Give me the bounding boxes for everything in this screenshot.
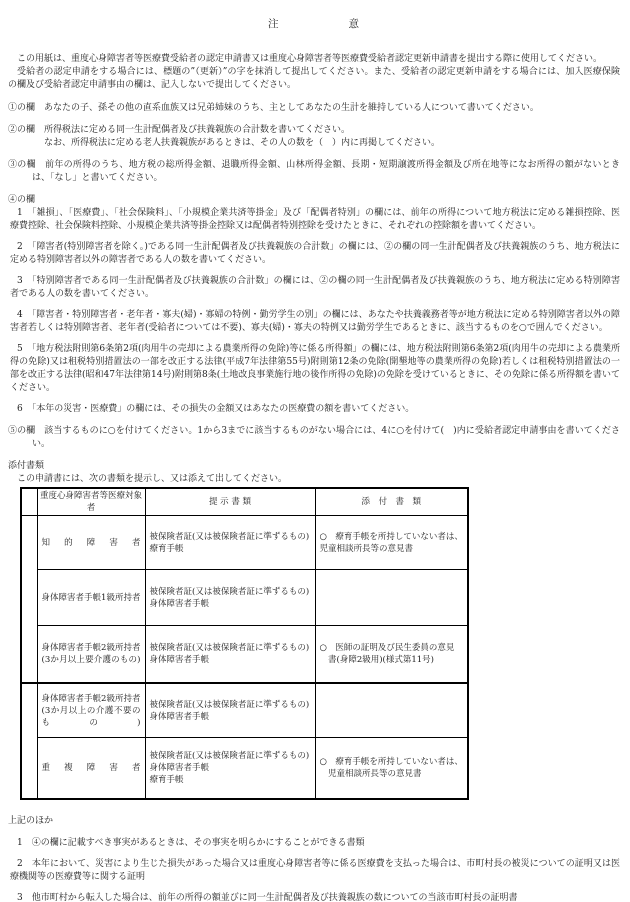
cell-attached-documents: ○ 療育手帳を所持していない者は、 児童相談所長等の意見書: [315, 738, 468, 800]
note-3: ③の欄 前年の所得のうち、地方税の総所得金額、退職所得金額、山林所得金額、長期・短期譲渡所得金額及び所在地等になお所得の額がないときは、「なし」と書いてください。: [8, 160, 620, 183]
intro-paragraph-1: この用紙は、重度心身障害者等医療費受給者の認定申請書又は重度心身障害者等医療費受給者認定更新申請書を提出する際に使用してください。: [17, 54, 603, 64]
note-4-item-3: 3 「特別障害者である同一生計配偶者及び扶養親族の合計数」の欄には、②の欄の同一生計配偶者及び扶養親族のうち、地方税法に定める特別障害者である人の数を書いてください。: [10, 276, 620, 299]
note-4-item-4: 4 「障害者・特別障害者・老年者・寡夫(婦)・寡婦の特例・勤労学生の別」の欄には、あなたや扶養義務者等が地方税法に定める特別障害者以外の障害者若しくは特別障害者、老年者(受給者については不要)、寡夫(婦)・寡夫の特例又は勤労学生であるときに、該当するものを○で囲んでください。: [10, 310, 620, 333]
cell-target: 重 複 障 害 者: [37, 738, 145, 800]
cell-target: 知 的 障 害 者: [37, 516, 145, 570]
additional-item-1: 1 ④の欄に記載すべき事実があるときは、その事実を明らかにすることができる書類: [17, 838, 365, 848]
note-4-item-6: 6 「本年の災害・医療費」の欄には、その損失の金額又はあなたの医療費の額を書いてください。: [17, 404, 415, 414]
additional-items: [8, 837, 620, 902]
attachment-table: [20, 487, 469, 800]
additional-item-2: 2 本年において、災害により生じた損失があった場合又は重度心身障害者等に係る医療費を支払った場合は、市町村長の被災についての証明又は医療機関等の医療費等に関する証明: [10, 859, 620, 882]
additional-item-3: 3 他市町村から転入した場合は、前年の所得の額並びに同一生計配偶者及び扶養親族の数についての当該市町村長の証明書: [17, 893, 518, 902]
table-row: [21, 516, 468, 570]
cell-target: 身体障害者手帳1級所持者: [37, 570, 145, 626]
attachments-section: [8, 460, 620, 800]
page-title: 注 意: [268, 18, 360, 30]
cell-attached-documents: ○ 療育手帳を所持していない者は、 児童相談所長等の意見書: [315, 516, 468, 570]
table-row: [21, 683, 468, 738]
note-4-items: [8, 207, 620, 416]
cell-shown-documents: 被保険者証(又は被保険者証に準ずるもの) 療育手帳: [145, 516, 315, 570]
note-4-item-5: 5 「地方税法附則第6条第2項(肉用牛の売却による農業所得の免除)等に係る所得額」の欄には、地方税法附則第6条第2項(肉用牛の売却による農業所得の免除)又は租税特別措置法の一部を改正する法律(平成7年法律第55号)附則第12条の免除(開墾地等の農業所得の免除)若しくは租税特別措置法の一部を改正する法律(昭和47年法律第14号)附則第8条(土地改良事業施行地の後作所得の免除)の免除を受けているときに、その免除に係る所得額を書いてください。: [10, 344, 620, 393]
note-4: [8, 194, 620, 416]
cell-attached-documents: [315, 683, 468, 738]
note-5: ⑤の欄 該当するものに○を付けてください。1から3までに該当するものがない場合には、4に○を付けて( )内に受給者認定申請事由を書いてください。: [8, 426, 620, 449]
header-cell-blank: [21, 488, 37, 516]
header-cell-attached-documents: 添 付 書 類: [315, 488, 468, 516]
attachments-heading: 添付書類: [8, 461, 45, 471]
table-header-row: [21, 488, 468, 516]
cell-attached-documents: ○ 医師の証明及び民生委員の意見 書(身障2級用)(様式第11号): [315, 626, 468, 684]
note-4-label: ④の欄: [8, 195, 36, 205]
table-row: [21, 738, 468, 800]
note-4-item-1: 1 「雑損」、「医療費」、「社会保険料」、「小規模企業共済等掛金」及び「配偶者特別」の欄には、前年の所得について地方税法に定める雑損控除、医療費控除、社会保険料控除、小規模企業共済等掛金控除又は配偶者特別控除を受けたときに、それぞれの控除額を書いてください。: [10, 208, 620, 231]
additional-heading: 上記のほか: [8, 816, 54, 826]
note-1: ①の欄 あなたの子、孫その他の直系血族又は兄弟姉妹のうち、主としてあなたの生計を維持している人について書いてください。: [8, 103, 539, 113]
cell-shown-documents: 被保険者証(又は被保険者証に準ずるもの) 身体障害者手帳: [145, 570, 315, 626]
cell-shown-documents: 被保険者証(又は被保険者証に準ずるもの) 身体障害者手帳: [145, 626, 315, 684]
attachments-lead: この申請書には、次の書類を提示し、又は添えて出してください。: [17, 474, 288, 484]
cell-target: 身体障害者手帳2級所持者 (3か月以上要介護のもの): [37, 626, 145, 684]
cell-shown-documents: 被保険者証(又は被保険者証に準ずるもの) 身体障害者手帳: [145, 683, 315, 738]
cell-target: 身体障害者手帳2級所持者 (3か月以上の介護不要のもの): [37, 683, 145, 738]
header-cell-target: 重度心身障害者等医療対象者: [37, 488, 145, 516]
table-row: [21, 626, 468, 684]
intro-paragraph-2: 受給者の認定申請をする場合には、標題の”（更新）”の字を抹消して提出してください。また、受給者の認定更新申請をする場合には、加入医療保険の欄及び受給者認定申請事由の欄は、記入しないで提出してください。: [8, 67, 620, 90]
table-row: [21, 570, 468, 626]
group-cell-upper: [21, 516, 37, 684]
note-4-item-2: 2 「障害者(特別障害者を除く。)である同一生計配偶者及び扶養親族の合計数」の欄には、②の欄の同一生計配偶者及び扶養親族のうち、地方税法に定める特別障害者以外の障害者である人の数を書いてください。: [10, 242, 620, 265]
group-cell-lower: [21, 683, 37, 799]
note-2: [8, 124, 620, 150]
cell-attached-documents: [315, 570, 468, 626]
additional-section: [8, 815, 620, 902]
note-2-line-1: ②の欄 所得税法に定める同一生計配偶者及び扶養親族の合計数を書いてください。: [8, 125, 351, 135]
header-cell-shown-documents: 提 示 書 類: [145, 488, 315, 516]
cell-shown-documents: 被保険者証(又は被保険者証に準ずるもの) 身体障害者手帳 療育手帳: [145, 738, 315, 800]
note-2-line-2: なお、所得税法に定める老人扶養親族があるときは、その人の数を（ ）内に再掲してください。: [44, 138, 441, 148]
intro-section: [8, 53, 620, 92]
